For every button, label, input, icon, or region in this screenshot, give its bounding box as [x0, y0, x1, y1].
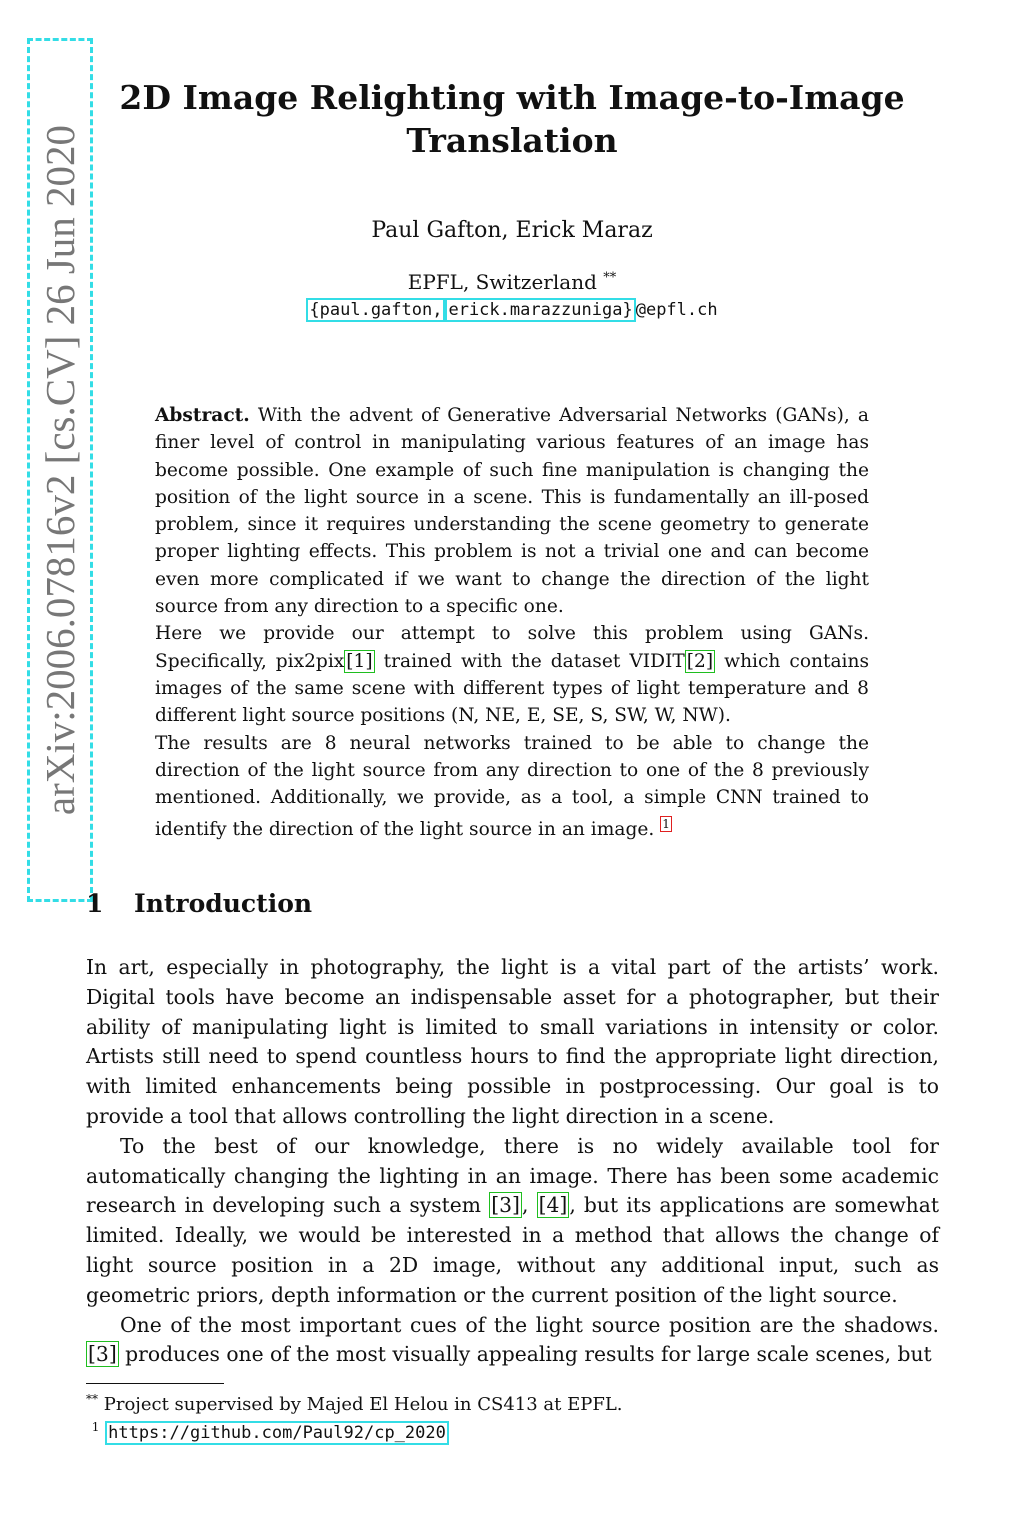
- intro-p3-a: One of the most important cues of the light source position are the shadows.: [120, 1312, 939, 1337]
- email-user-2: erick.marazzuniga: [448, 300, 623, 320]
- email-user-1: paul.gafton,: [319, 300, 443, 320]
- intro-p2-sep: ,: [521, 1193, 537, 1218]
- affiliation-mark: **: [603, 270, 617, 286]
- abstract-p3: [155, 730, 869, 844]
- abstract-p1: [155, 402, 869, 620]
- footnote-1-mark: **: [86, 1392, 98, 1406]
- abstract-p1-text: With the advent of Generative Adversarial Networks (GANs), a finer level of control in manipulating various features of an image has become possible. One example of such fine manipulation is changing the position of the light source in a scene. This is fundamentally an ill-posed problem, since it requires understanding the scene geometry to generate proper lighting effects. This problem is not a trivial one and can become even more complicated if we want to change the direction of the light source from any direction to a specific one.: [155, 405, 869, 618]
- github-link[interactable]: https://github.com/Paul92/cp_2020: [105, 1421, 449, 1445]
- abstract-p2-b: trained with the dataset VIDIT: [374, 650, 685, 672]
- abstract-p3-text: The results are 8 neural networks trained to be able to change the direction of the light source from any direction to one of the 8 previously mentioned. Additionally, we provide, as a tool, a simple CNN trained to identify the direction of the light source in an image.: [155, 732, 869, 841]
- authors: Paul Gafton, Erick Maraz: [371, 218, 653, 243]
- citation-link-3[interactable]: [3]: [491, 1193, 520, 1218]
- abstract-p2-a: Here we provide our attempt to solve this problem using GANs. Specifically, pix2pix: [155, 623, 869, 672]
- intro-body: [86, 953, 939, 1370]
- abstract-p2-c: which contains images of the same scene with different types of light temperature and 8 different light source positions (N, NE, E, SE, S, SW, W, NW).: [155, 650, 870, 727]
- title-line-2: Translation: [406, 121, 618, 160]
- email-close-brace: }: [622, 300, 633, 320]
- paper-title: [100, 76, 924, 162]
- email-domain: @epfl.ch: [635, 300, 718, 320]
- section-number: 1: [86, 889, 104, 918]
- abstract-label: Abstract.: [155, 405, 250, 426]
- citation-link-4[interactable]: [4]: [538, 1193, 568, 1218]
- section-title: Introduction: [134, 889, 313, 918]
- footnote-link-1[interactable]: 1: [662, 817, 670, 832]
- intro-p1: In art, especially in photography, the light is a vital part of the artists’ work. Digital tools have become an indispensable asset for a photographer, but their ability of manipulating light is limited to small variations in intensity or color. Artists still need to spend countless hours to find the appropriate light direction, with limited enhancements being possible in postprocessing. Our goal is to provide a tool that allows controlling the light direction in a scene.: [86, 955, 939, 1128]
- intro-p2-b: , but its applications are somewhat limited. Ideally, we would be interested in a method that allows the change of light source position in a 2D image, without any additional input, such as geometric priors, depth information or the current position of the light source.: [86, 1193, 939, 1307]
- title-line-1: 2D Image Relighting with Image-to-Image: [119, 78, 905, 117]
- citation-link-2[interactable]: [2]: [686, 650, 714, 672]
- affiliation: [0, 270, 1024, 294]
- citation-link-3b[interactable]: [3]: [88, 1342, 117, 1367]
- intro-p2: [86, 1132, 939, 1311]
- footnote-2: [86, 1420, 449, 1443]
- footnote-2-mark: 1: [91, 1420, 100, 1434]
- citation-link-1[interactable]: [1]: [346, 650, 373, 672]
- abstract-p2: [155, 620, 869, 729]
- section-heading: [86, 889, 312, 918]
- intro-p2-a: To the best of our knowledge, there is no widely available tool for automatically changing the lighting in an image. There has been some academic research in developing such a system: [86, 1133, 939, 1218]
- footnote-rule: [86, 1383, 224, 1384]
- email-link-2[interactable]: [445, 298, 635, 322]
- email-link-1[interactable]: [306, 298, 445, 322]
- email-open-brace: {: [309, 300, 320, 320]
- affiliation-text: EPFL, Switzerland: [407, 270, 597, 294]
- footnote-1-text: Project supervised by Majed El Helou in CS413 at EPFL.: [103, 1394, 623, 1415]
- abstract: [155, 402, 869, 844]
- intro-p3-b: produces one of the most visually appealing results for large scale scenes, but: [118, 1342, 932, 1367]
- footnote-1: [86, 1392, 623, 1415]
- intro-p3: [86, 1311, 939, 1371]
- arxiv-stamp[interactable]: arXiv:2006.07816v2 [cs.CV] 26 Jun 2020: [37, 124, 83, 816]
- emails: [0, 300, 1024, 320]
